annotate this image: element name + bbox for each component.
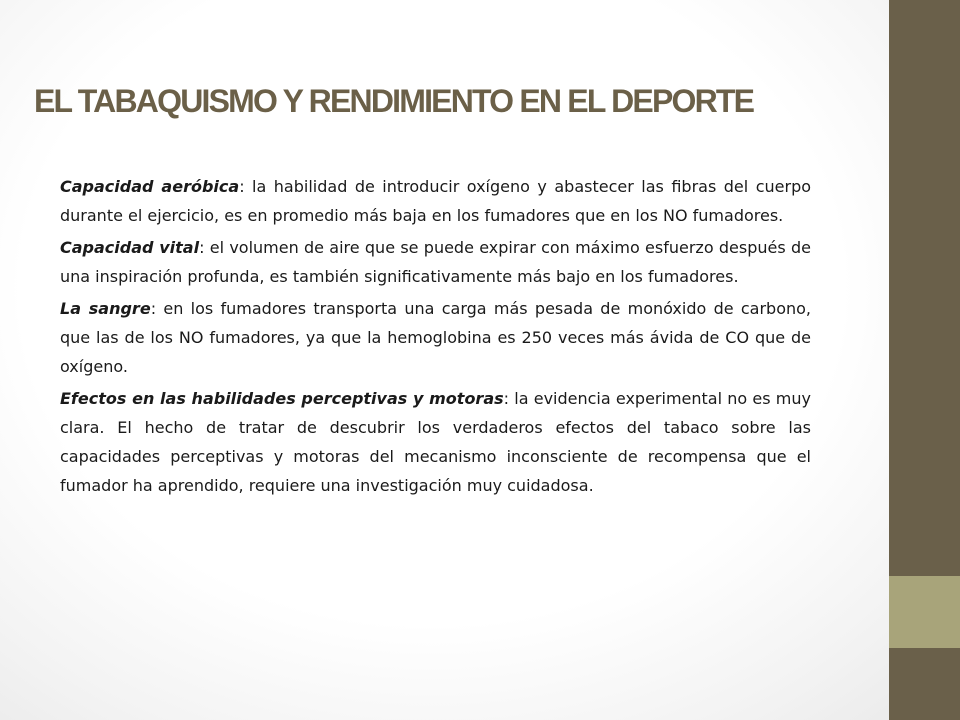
paragraph-vital-capacity: [60, 233, 811, 291]
sidebar-band-accent: [889, 576, 960, 648]
sidebar-band-bottom: [889, 648, 960, 720]
term-perceptive-motor: Efectos en las habilidades perceptivas y motoras: [60, 389, 504, 408]
slide-body: [60, 172, 811, 503]
decorative-sidebar: [889, 0, 960, 720]
term-aerobic-capacity: Capacidad aeróbica: [60, 177, 240, 196]
sidebar-band-top: [889, 0, 960, 576]
term-blood: La sangre: [60, 299, 151, 318]
paragraph-aerobic-capacity: [60, 172, 811, 230]
text-vital-capacity: : el volumen de aire que se puede expirar con máximo esfuerzo después de una inspiración profunda, es también significativamente más bajo en los fumadores.: [60, 238, 811, 286]
text-perceptive-motor: : la evidencia experimental no es muy clara. El hecho de tratar de descubrir los verdaderos efectos del tabaco sobre las capacidades perceptivas y motoras del mecanismo inconsciente de recompensa que el fumador ha aprendido, requiere una investigación muy cuidadosa.: [60, 389, 811, 495]
slide-title: EL TABAQUISMO Y RENDIMIENTO EN EL DEPORTE: [34, 83, 754, 119]
paragraph-perceptive-motor: [60, 384, 811, 500]
paragraph-blood: [60, 294, 811, 381]
term-vital-capacity: Capacidad vital: [60, 238, 200, 257]
text-blood: : en los fumadores transporta una carga más pesada de monóxido de carbono, que las de los NO fumadores, ya que la hemoglobina es 250 veces más ávida de CO que de oxígeno.: [60, 299, 812, 376]
text-aerobic-capacity: : la habilidad de introducir oxígeno y abastecer las fibras del cuerpo durante el ejercicio, es en promedio más baja en los fumadores que en los NO fumadores.: [60, 177, 812, 225]
